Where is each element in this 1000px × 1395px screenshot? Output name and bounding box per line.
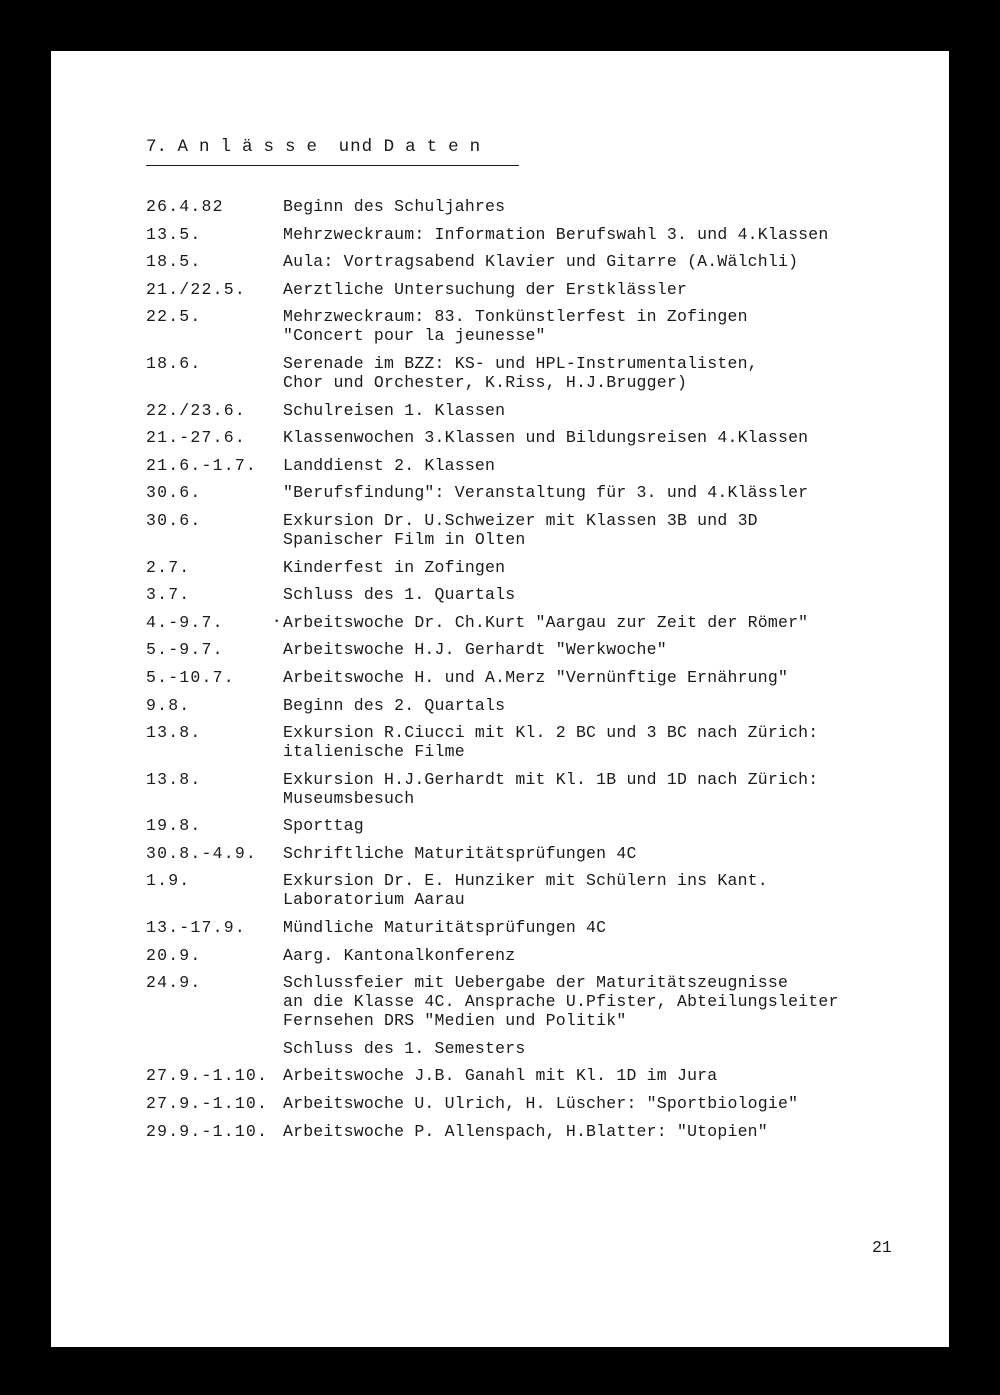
event-description <box>283 1039 936 1058</box>
event-row <box>146 585 936 604</box>
event-text: Schriftliche Maturitätsprüfungen 4C <box>283 843 637 863</box>
event-description <box>283 511 936 549</box>
event-text: Mündliche Maturitätsprüfungen 4C <box>283 918 607 938</box>
event-text: Schluss des 1. Quartals <box>283 585 516 605</box>
event-row <box>146 483 936 502</box>
event-date: 27.9.-1.10. <box>146 1094 269 1114</box>
event-row <box>146 946 936 965</box>
event-text: Arbeitswoche J.B. Ganahl mit Kl. 1D im Jura <box>283 1066 718 1086</box>
event-row <box>146 401 936 420</box>
event-date: 21./22.5. <box>146 279 246 299</box>
event-description <box>283 1122 936 1141</box>
event-description <box>283 918 936 937</box>
event-date: 5.-10.7. <box>146 667 235 687</box>
event-date: 30.6. <box>146 483 202 503</box>
event-text: "Berufsfindung": Veranstaltung für 3. und 4.Klässler <box>283 483 809 503</box>
event-date: 24.9. <box>146 973 202 993</box>
event-date: 19.8. <box>146 816 202 836</box>
event-date: 21.6.-1.7. <box>146 455 258 475</box>
event-text: Exkursion H.J.Gerhardt mit Kl. 1B und 1D nach Zürich: Museumsbesuch <box>283 769 819 808</box>
event-row <box>146 696 936 715</box>
event-description <box>283 946 936 965</box>
event-text: Serenade im BZZ: KS- und HPL-Instrumentalisten, Chor und Orchester, K.Riss, H.J.Brugger) <box>283 353 758 392</box>
event-description <box>283 973 936 1030</box>
event-row <box>146 770 936 808</box>
event-date: 29.9.-1.10. <box>146 1121 269 1141</box>
event-row <box>146 668 936 687</box>
event-date: 22.5. <box>146 307 202 327</box>
event-row <box>146 1122 936 1141</box>
event-text: Arbeitswoche H.J. Gerhardt "Werkwoche" <box>283 640 667 660</box>
event-description <box>283 871 936 909</box>
event-description <box>283 1066 936 1085</box>
event-text: Exkursion R.Ciucci mit Kl. 2 BC und 3 BC nach Zürich: italienische Filme <box>283 723 819 762</box>
event-date: 30.8.-4.9. <box>146 843 258 863</box>
event-date: 22./23.6. <box>146 400 246 420</box>
event-description <box>283 696 936 715</box>
event-date: 18.5. <box>146 252 202 272</box>
event-row <box>146 723 936 761</box>
event-row <box>146 456 936 475</box>
event-date: 3.7. <box>146 585 191 605</box>
event-description <box>283 280 936 299</box>
event-description <box>283 401 936 420</box>
event-row <box>146 816 936 835</box>
event-text: Klassenwochen 3.Klassen und Bildungsreisen 4.Klassen <box>283 428 809 448</box>
event-description <box>283 816 936 835</box>
event-row <box>146 1066 936 1085</box>
event-text: Beginn des Schuljahres <box>283 197 506 216</box>
event-date: 21.-27.6. <box>146 428 246 448</box>
event-description <box>283 558 936 577</box>
section-number: 7. <box>146 137 168 157</box>
event-text: Mehrzweckraum: 83. Tonkünstlerfest in Zofingen "Concert pour la jeunesse" <box>283 307 748 346</box>
event-text: Aarg. Kantonalkonferenz <box>283 945 516 965</box>
event-description <box>283 307 936 345</box>
event-text: Kinderfest in Zofingen <box>283 557 506 577</box>
page-number: 21 <box>872 1238 892 1257</box>
event-row <box>146 844 936 863</box>
section-word-2: und <box>338 137 374 157</box>
heading-underline <box>146 165 519 166</box>
event-date: 1.9. <box>146 871 191 891</box>
event-list <box>146 197 936 1149</box>
event-row <box>146 613 936 632</box>
event-description <box>283 723 936 761</box>
event-text: Arbeitswoche H. und A.Merz "Vernünftige Ernährung" <box>283 667 789 687</box>
event-text: Arbeitswoche P. Allenspach, H.Blatter: "Utopien" <box>283 1121 768 1141</box>
event-description <box>283 1094 936 1113</box>
event-description <box>283 640 936 659</box>
event-description <box>283 225 936 244</box>
event-date: 13.-17.9. <box>146 918 246 938</box>
event-text: Schluss des 1. Semesters <box>283 1038 526 1058</box>
event-text: Schulreisen 1. Klassen <box>283 400 506 420</box>
section-word-1: Anlässe <box>177 137 329 157</box>
event-row <box>146 1094 936 1113</box>
event-date: 4.-9.7. <box>146 612 224 632</box>
event-description <box>283 668 936 687</box>
event-description <box>283 483 936 502</box>
section-heading <box>146 137 491 157</box>
event-row <box>146 871 936 909</box>
event-date: 26.4.82 <box>146 197 224 216</box>
event-date: 18.6. <box>146 353 202 373</box>
event-text: Exkursion Dr. U.Schweizer mit Klassen 3B und 3D Spanischer Film in Olten <box>283 510 758 549</box>
event-text: Exkursion Dr. E. Hunziker mit Schülern ins Kant. Laboratorium Aarau <box>283 871 768 910</box>
event-text: Arbeitswoche Dr. Ch.Kurt "Aargau zur Zeit der Römer" <box>283 612 809 632</box>
event-text: Aerztliche Untersuchung der Erstklässler <box>283 279 688 299</box>
event-date: 20.9. <box>146 945 202 965</box>
event-date: 27.9.-1.10. <box>146 1066 269 1086</box>
event-row <box>146 307 936 345</box>
event-description <box>283 428 936 447</box>
event-text: Beginn des 2. Quartals <box>283 695 506 715</box>
event-description <box>274 612 936 632</box>
event-date: 2.7. <box>146 557 191 577</box>
event-row <box>146 428 936 447</box>
event-row <box>146 354 936 392</box>
event-date: 9.8. <box>146 695 191 715</box>
event-row <box>146 918 936 937</box>
section-word-3: Daten <box>383 137 492 157</box>
event-row <box>146 640 936 659</box>
event-description <box>283 770 936 808</box>
document-page <box>51 51 949 1347</box>
event-row <box>146 511 936 549</box>
event-text: Schlussfeier mit Uebergabe der Maturitätszeugnisse an die Klasse 4C. Ansprache U.Pfister, Abteilungsleiter Fernsehen DRS "Medien und Politik" <box>283 973 839 1031</box>
event-text: Aula: Vortragsabend Klavier und Gitarre (A.Wälchli) <box>283 252 799 272</box>
event-row <box>146 973 936 1030</box>
event-description <box>283 354 936 392</box>
event-date: 30.6. <box>146 510 202 530</box>
event-row <box>146 252 936 271</box>
event-date: 13.5. <box>146 224 202 244</box>
event-date: 13.8. <box>146 769 202 789</box>
event-description <box>283 252 936 271</box>
event-row <box>146 1039 936 1058</box>
event-description <box>283 585 936 604</box>
event-description <box>283 197 936 216</box>
bullet-mark: • <box>274 616 280 627</box>
event-date <box>146 1039 283 1058</box>
event-text: Sporttag <box>283 816 364 836</box>
event-row <box>146 225 936 244</box>
event-row <box>146 558 936 577</box>
event-description <box>283 456 936 475</box>
event-date: 13.8. <box>146 723 202 743</box>
event-text: Arbeitswoche U. Ulrich, H. Lüscher: "Sportbiologie" <box>283 1094 799 1114</box>
event-description <box>283 844 936 863</box>
event-text: Landdienst 2. Klassen <box>283 455 496 475</box>
event-date: 5.-9.7. <box>146 640 224 660</box>
event-row <box>146 197 936 216</box>
event-row <box>146 280 936 299</box>
event-text: Mehrzweckraum: Information Berufswahl 3. und 4.Klassen <box>283 224 829 244</box>
